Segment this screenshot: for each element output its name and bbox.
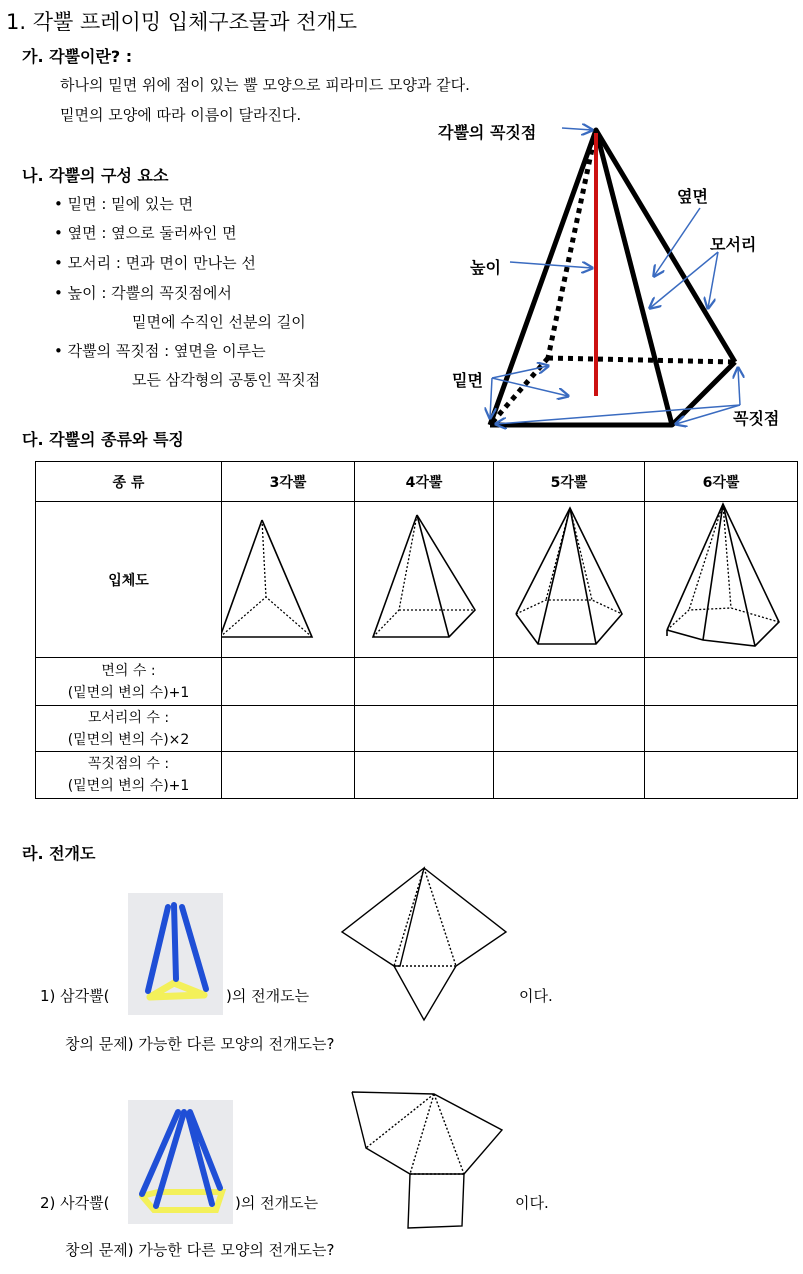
answer-cell[interactable] xyxy=(222,752,355,799)
answer-cell[interactable] xyxy=(355,706,494,752)
q2-creative-question: 창의 문제) 가능한 다른 모양의 전개도는? xyxy=(65,1241,335,1259)
section-a-line-2: 밑면의 모양에 따라 이름이 달라진다. xyxy=(60,106,302,124)
header-triangular: 3각뿔 xyxy=(222,462,355,502)
header-square: 4각뿔 xyxy=(355,462,494,502)
shape-pentagonal xyxy=(494,502,645,658)
component-item: • 높이 : 각뿔의 꼭짓점에서 xyxy=(54,284,232,302)
table-row xyxy=(36,706,798,752)
q1-creative-question: 창의 문제) 가능한 다른 모양의 전개도는? xyxy=(65,1035,335,1053)
page-title: 1. 각뿔 프레이밍 입체구조물과 전개도 xyxy=(6,10,358,34)
faces-label-line-2: (밑면의 변의 수)+1 xyxy=(67,684,190,701)
q2-part-b: )의 전개도는 xyxy=(235,1194,319,1212)
edges-label xyxy=(36,706,222,752)
header-hexagonal: 6각뿔 xyxy=(645,462,798,502)
label-height: 높이 xyxy=(470,258,501,277)
shape-row-label: 입체도 xyxy=(36,502,222,658)
table-row xyxy=(36,752,798,799)
edges-label-line-1: 모서리의 수 : xyxy=(87,709,170,726)
component-item: 밑면에 수직인 선분의 길이 xyxy=(132,313,306,331)
component-item: • 밑면 : 밑에 있는 면 xyxy=(54,195,194,213)
answer-cell[interactable] xyxy=(645,658,798,706)
square-pyramid-figure xyxy=(355,502,493,653)
edges-label-line-2: (밑면의 변의 수)×2 xyxy=(67,731,190,748)
section-a-heading: 가. 각뿔이란? : xyxy=(22,47,133,66)
header-pentagonal: 5각뿔 xyxy=(494,462,645,502)
pyramid-table xyxy=(35,461,798,799)
q1-part-b: )의 전개도는 xyxy=(226,987,310,1005)
answer-cell[interactable] xyxy=(222,706,355,752)
table-row xyxy=(36,658,798,706)
triangular-net-figure xyxy=(336,862,521,1022)
faces-label xyxy=(36,658,222,706)
section-b-heading: 나. 각뿔의 구성 요소 xyxy=(22,166,169,185)
vertices-label-line-1: 꼭짓점의 수 : xyxy=(87,756,170,772)
faces-label-line-1: 면의 수 : xyxy=(101,662,156,679)
label-arrows xyxy=(490,128,740,424)
answer-cell[interactable] xyxy=(494,658,645,706)
section-c-heading: 다. 각뿔의 종류와 특징 xyxy=(22,430,184,449)
component-item: • 모서리 : 면과 면이 만나는 선 xyxy=(54,254,256,272)
label-edge: 모서리 xyxy=(710,235,757,254)
answer-cell[interactable] xyxy=(355,658,494,706)
vertices-label xyxy=(36,752,222,799)
triangular-pyramid-figure xyxy=(222,502,354,653)
hexagonal-pyramid-figure xyxy=(645,502,797,653)
shape-triangular xyxy=(222,502,355,658)
component-item: 모든 삼각형의 공통인 꼭짓점 xyxy=(132,371,321,389)
pyramid-diagram xyxy=(0,0,803,440)
table-row-shapes xyxy=(36,502,798,658)
answer-cell[interactable] xyxy=(645,752,798,799)
q2-part-c: 이다. xyxy=(515,1194,549,1212)
label-lateral-face: 옆면 xyxy=(677,187,708,206)
component-item: • 옆면 : 옆으로 둘러싸인 면 xyxy=(54,224,237,242)
answer-cell[interactable] xyxy=(645,706,798,752)
q2-part-a: 2) 사각뿔( xyxy=(40,1194,110,1212)
section-d-heading: 라. 전개도 xyxy=(22,844,96,863)
square-straw-photo xyxy=(128,1100,233,1224)
section-a-line-1: 하나의 밑면 위에 점이 있는 뿔 모양으로 피라미드 모양과 같다. xyxy=(60,76,470,94)
label-base: 밑면 xyxy=(452,371,483,390)
answer-cell[interactable] xyxy=(494,706,645,752)
header-kind: 종 류 xyxy=(36,462,222,502)
answer-cell[interactable] xyxy=(355,752,494,799)
label-apex: 각뿔의 꼭짓점 xyxy=(438,123,537,142)
q1-part-c: 이다. xyxy=(519,987,553,1005)
square-net-figure xyxy=(346,1088,516,1233)
table-header-row xyxy=(36,462,798,502)
hidden-edges xyxy=(490,130,735,425)
answer-cell[interactable] xyxy=(222,658,355,706)
vertices-label-line-2: (밑면의 변의 수)+1 xyxy=(67,778,190,794)
shape-square xyxy=(355,502,494,658)
answer-cell[interactable] xyxy=(494,752,645,799)
label-vertex: 꼭짓점 xyxy=(733,409,780,428)
q1-part-a: 1) 삼각뿔( xyxy=(40,987,110,1005)
shape-hexagonal xyxy=(645,502,798,658)
triangular-straw-photo xyxy=(128,893,223,1015)
pentagonal-pyramid-figure xyxy=(494,502,644,653)
component-item: • 각뿔의 꼭짓점 : 옆면을 이루는 xyxy=(54,342,266,360)
